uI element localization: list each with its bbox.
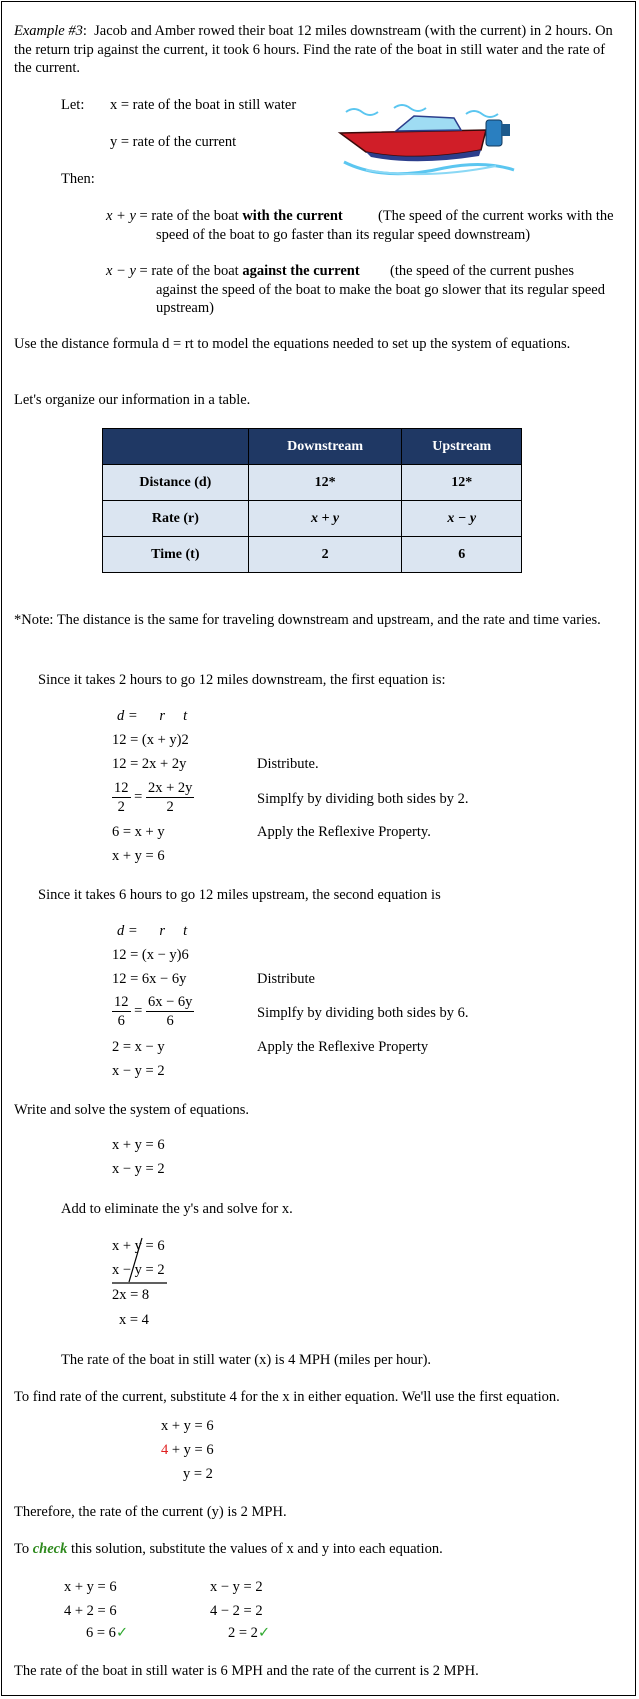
speedboat-icon	[336, 100, 526, 180]
sub-line: y = 2	[183, 1466, 213, 1482]
check-right-line: 2 = 2✓	[228, 1625, 271, 1641]
find-current-text: To find rate of the current, substitute 4 for the x in either equation. We'll use the first equation.	[14, 1389, 560, 1405]
second-eq-line: 12 = 6x − 6y	[112, 971, 187, 987]
first-eq-line: 6 = x + y	[112, 824, 165, 840]
second-eq-line: x − y = 2	[112, 1063, 165, 1079]
x-definition: x = rate of the boat in still water	[110, 97, 297, 113]
table-row-label: Time (t)	[103, 537, 249, 573]
table-cell: 12*	[402, 465, 522, 501]
sub-line: 4 + y = 6	[161, 1442, 214, 1458]
table-cell: 6	[402, 537, 522, 573]
let-label: Let:	[61, 97, 85, 113]
second-eq-intro: Since it takes 6 hours to go 12 miles upstream, the second equation is	[38, 887, 441, 903]
check-left-line: 4 + 2 = 6	[64, 1603, 117, 1619]
first-eq-line: 12 = (x + y)2	[112, 732, 189, 748]
with-current-explanation: (The speed of the current works with the speed of the boat to go faster than its regular speed downstream)	[156, 208, 614, 243]
table-row	[103, 501, 522, 537]
table-header-cell: Upstream	[402, 429, 522, 465]
elim-line: 2x = 8	[112, 1287, 150, 1303]
first-eq-note: Distribute.	[257, 756, 319, 772]
elimination-strike-icon	[112, 1234, 172, 1294]
first-eq-intro: Since it takes 2 hours to go 12 miles downstream, the first equation is:	[38, 672, 446, 688]
table-header-cell: Downstream	[248, 429, 402, 465]
system-intro: Write and solve the system of equations.	[14, 1102, 249, 1118]
table-cell: x + y	[248, 501, 402, 537]
substituted-value: 4	[161, 1442, 169, 1458]
table-cell: 2	[248, 537, 402, 573]
table-row	[103, 465, 522, 501]
check-left-line: x + y = 6	[64, 1579, 117, 1595]
second-eq-header: d = r t	[117, 923, 188, 939]
second-eq-fraction: $\frac{12}{6}$ = $\frac{6x - 6y}{6}$	[114, 994, 193, 1029]
check-right-line: x − y = 2	[210, 1579, 263, 1595]
checkmark-icon: ✓	[115, 1625, 129, 1641]
first-eq-note: Simplfy by dividing both sides by 2.	[257, 791, 469, 807]
table-cell: 12*	[248, 465, 402, 501]
with-current-line: x + y = rate of the boat with the current	[106, 208, 343, 224]
example-label: Example #3	[14, 23, 83, 39]
second-eq-note: Simplfy by dividing both sides by 6.	[257, 1005, 469, 1021]
second-eq-line: 2 = x − y	[112, 1039, 165, 1055]
first-eq-line: x + y = 6	[112, 848, 165, 864]
elim-line: x = 4	[119, 1312, 149, 1328]
against-current-explanation: (the speed of the current pushes against the speed of the boat to make the boat go slower that its regular speed upstream)	[156, 263, 605, 316]
sub-line: x + y = 6	[161, 1418, 214, 1434]
checkmark-icon: ✓	[257, 1625, 271, 1641]
against-current-line: x − y = rate of the boat against the current	[106, 263, 360, 279]
note-text: *Note: The distance is the same for traveling downstream and upstream, and the rate and time varies.	[14, 612, 601, 628]
first-eq-fraction: $\frac{12}{2}$ = $\frac{2x + 2y}{2}$	[114, 780, 193, 815]
problem-statement: Example #3: Jacob and Amber rowed their boat 12 miles downstream (with the current) in 2 hours. On the return trip against the current, it took 6 hours. Find the rate of the boat in still water and the rate of the current.	[14, 23, 613, 76]
first-eq-header: d = r t	[117, 708, 188, 724]
rate-still-text: The rate of the boat in still water (x) is 4 MPH (miles per hour).	[61, 1352, 432, 1368]
info-table	[102, 428, 522, 573]
second-eq-line: 12 = (x − y)6	[112, 947, 189, 963]
distance-formula-text: Use the distance formula d = rt to model the equations needed to set up the system of equations.	[14, 336, 571, 352]
page-frame	[1, 1, 636, 1696]
therefore-text: Therefore, the rate of the current (y) is 2 MPH.	[14, 1504, 287, 1520]
second-eq-note: Distribute	[257, 971, 315, 987]
table-row	[103, 537, 522, 573]
check-right-line: 4 − 2 = 2	[210, 1603, 263, 1619]
first-eq-line: 12 = 2x + 2y	[112, 756, 187, 772]
system-line: x + y = 6	[112, 1137, 165, 1153]
table-cell: x − y	[402, 501, 522, 537]
organize-text: Let's organize our information in a table.	[14, 392, 251, 408]
second-eq-note: Apply the Reflexive Property	[257, 1039, 429, 1055]
table-header-cell	[103, 429, 249, 465]
table-row-label: Distance (d)	[103, 465, 249, 501]
table-header-row	[103, 429, 522, 465]
first-eq-note: Apply the Reflexive Property.	[257, 824, 431, 840]
problem-text: Jacob and Amber rowed their boat 12 miles downstream (with the current) in 2 hours. On the return trip against the current, it took 6 hours. Find the rate of the boat in still water and the rate of the current.	[14, 23, 613, 76]
system-line: x − y = 2	[112, 1161, 165, 1177]
table-row-label: Rate (r)	[103, 501, 249, 537]
elim-line: x + y = 6	[112, 1238, 165, 1254]
elim-line: x − y = 2	[112, 1262, 165, 1278]
y-definition: y = rate of the current	[110, 134, 237, 150]
conclusion-text: The rate of the boat in still water is 6 MPH and the rate of the current is 2 MPH.	[14, 1663, 479, 1679]
then-label: Then:	[61, 171, 95, 187]
eliminate-text: Add to eliminate the y's and solve for x.	[61, 1201, 293, 1217]
check-text: To check this solution, substitute the values of x and y into each equation.	[14, 1541, 443, 1557]
check-left-line: 6 = 6✓	[86, 1625, 129, 1641]
